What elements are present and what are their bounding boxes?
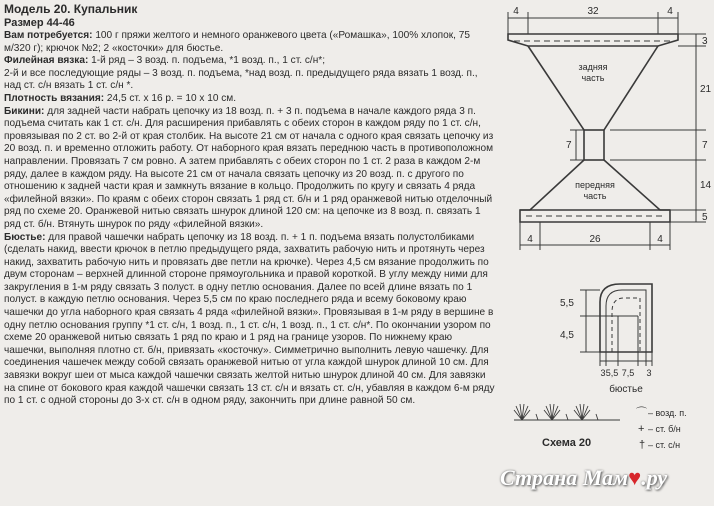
bustier-diagram [580, 284, 652, 366]
shell-motif [574, 404, 590, 420]
back-left-edge [528, 46, 584, 130]
dim-right-3: 3 [702, 36, 708, 47]
back-top-band [508, 34, 678, 46]
bikini-paragraph [4, 106, 496, 232]
scheme-stitches [536, 414, 598, 420]
dim-right-14: 14 [700, 180, 712, 191]
density-paragraph [4, 93, 496, 106]
dim-top-right: 4 [667, 6, 673, 17]
site-watermark [500, 465, 710, 497]
cup-dim-b3: 7,5 [621, 368, 635, 378]
size-heading: Размер 44-46 [4, 17, 75, 29]
dim-top-left: 4 [513, 6, 519, 17]
instructions-text [4, 2, 496, 408]
bikini-text: для задней части набрать цепочку из 18 возд. п. + 3 п. подъема в начале каждого ряда 3 п. подъема считать как 1 ст. с/н. Для расширения прибавлять с обеих сторон в каждом ряду по 1 ст. с/н, провязывая по 2 ст. во 2-й от края столбик. На высоте 21 см от начала с одного края связать цепочку из 20 возд. п. и временно отложить работу. От наборного края вязать переднюю часть в противоположном направлении. Провязать 7 см ровно. А затем прибавлять с обеих сторон по 1 ст. 2 раза в каждом 2-м ряду, далее в каждом ряду. На высоте 21 см от начала связать цепочку из 20 возд. п. с другого по отношению к задней части края и замкнуть вязание в кольцо. Продолжить по кругу и связать 4 ряда «филейной вязки». По краям с обеих сторон связать 1 ряд ст. б/н и 1 ряд оранжевой нитью отделочный ряд по схеме 20. Оранжевой нитью связать шнурок длиной 120 см: на цепочке из 8 возд. п. связать 1 ряд ст. б/н. Втянуть шнурок по ряду «филейной вязки». [4, 105, 494, 230]
diagrams-column [500, 0, 714, 501]
bikini-label: Бикини: [4, 105, 45, 117]
cup-filet [612, 298, 640, 352]
materials-label: Вам потребуется: [4, 30, 93, 41]
bustier-text: для правой чашечки набрать цепочку из 18 возд. п. + 1 п. подъема вязать полустолбиками (сделать накид, ввести крючок в петлю предыдущего ряда, захватить рабочую нить и протянуть через накид, захватить рабочую нить и провязать две петли на крючке). Через 4,5 см вязание продолжить по двум сторонам – верхней длинной стороне прямоугольника и правой короткой. В углу между ними для закругления в 1-м ряду связать 3 полуст. в одну петлю основания. Далее по всей длине вязать по 1 полуст. в каждую петлю основания. Через 5,5 см по краю последнего ряда и всему боковому краю чашечки до угла наборного края связать 4 ряда «филейной вязки». Провязывая в 1-м ряду в вершине в одну петлю основания группу *1 ст. с/н, 1 возд. п., 1 ст. с/н, 1 возд. п., 1 ст. с/н*. По окончании узором по схеме 20 оранжевой нитью связать 1 ряд по краю и 1 ряд на границе узоров. По нижнему краю чашечки, выполняя плотно ст. б/н, привязать «косточку». Симметрично выполнить левую чашечку. Для соединения чашечек между собой связать оранжевой нитью от угла каждой шнурок длиной 10 см. Для завязки вокруг шеи от мыса каждой чашечки связать желтой нитью шнурок длиной 40 см. Для завязки на спине от бокового края каждой чашечки связать 13 ст. с/н и вязать ст. с/н, убавляя в каждом 6-м ряду по 1 ст. с одной стороны до 3-х ст. с/н в одном ряду, закончить при длине равной 50 см. [4, 231, 495, 407]
dim-bottom-right: 4 [657, 234, 663, 245]
legend-text-sc: – ст. б/н [648, 424, 681, 434]
cup-dim-b4: 3 [646, 368, 652, 378]
shell-motif [514, 404, 530, 420]
scheme-motif [514, 404, 620, 420]
cup-outer [600, 284, 652, 352]
filet-line1: 1-й ряд – 3 возд. п. подъема, *1 возд. п., 1 ст. с/н*; [88, 55, 325, 67]
scheme-title: Схема 20 [542, 437, 592, 449]
legend-symbol-chain: ⌒ [636, 407, 647, 419]
density-label: Плотность вязания: [4, 92, 105, 104]
front-label-line2: часть [583, 191, 607, 201]
back-label-line1: задняя [578, 62, 608, 72]
watermark-domain: .ру [641, 465, 668, 490]
back-label-line2: часть [581, 73, 605, 83]
back-right-edge [604, 46, 658, 130]
legend-symbol-dc: † [639, 439, 646, 451]
dim-right-7: 7 [702, 140, 708, 151]
legend-text-chain: – возд. п. [648, 408, 687, 418]
legend-text-dc: – ст. с/н [648, 440, 681, 450]
bustier-paragraph [4, 232, 496, 408]
shell-motif [544, 404, 560, 420]
filet-paragraph [4, 55, 496, 68]
front-label-line1: передняя [575, 180, 615, 190]
pattern-diagrams-svg [500, 0, 714, 501]
cup-dim-45-vertical: 4,5 [560, 330, 574, 341]
dim-bottom-left: 4 [527, 234, 533, 245]
cup-dim-b2: 5,5 [605, 368, 619, 378]
materials-text: 100 г пряжи желтого и немного оранжевого цвета («Ромашка», 100% хлопок, 75 м/320 г); крючок №2; 2 «косточки» для бюстье. [4, 30, 471, 54]
cup-dim-55-vertical: 5,5 [560, 298, 574, 309]
filet-label: Филейная вязка: [4, 55, 89, 67]
bustier-label: Бюстье: [4, 231, 46, 243]
bustier-label: бюстье [609, 384, 643, 395]
crotch-panel [584, 130, 604, 160]
heart-icon: ♥ [628, 465, 642, 490]
dim-top-mid: 32 [587, 6, 599, 17]
dim-right-21: 21 [700, 84, 712, 95]
filet-line2: 2-й и все последующие ряды – 3 возд. п. подъема, *над возд. п. предыдущего ряда вязать 1 возд. п., над ст. с/н вязать 1 ст. с/н *. [4, 67, 478, 92]
density-text: 24,5 ст. х 16 р. = 10 х 10 см. [104, 92, 237, 104]
dim-left-7: 7 [566, 140, 572, 151]
watermark-brand: Страна Мам [500, 465, 629, 490]
model-title: Модель 20. Купальник [4, 2, 138, 16]
cup-dim-b1: 3 [600, 368, 606, 378]
dim-right-5: 5 [702, 212, 708, 223]
dim-bottom-mid: 26 [589, 234, 601, 245]
materials-paragraph [4, 30, 496, 55]
legend-symbol-sc: + [638, 423, 645, 435]
bikini-diagram [508, 12, 706, 250]
